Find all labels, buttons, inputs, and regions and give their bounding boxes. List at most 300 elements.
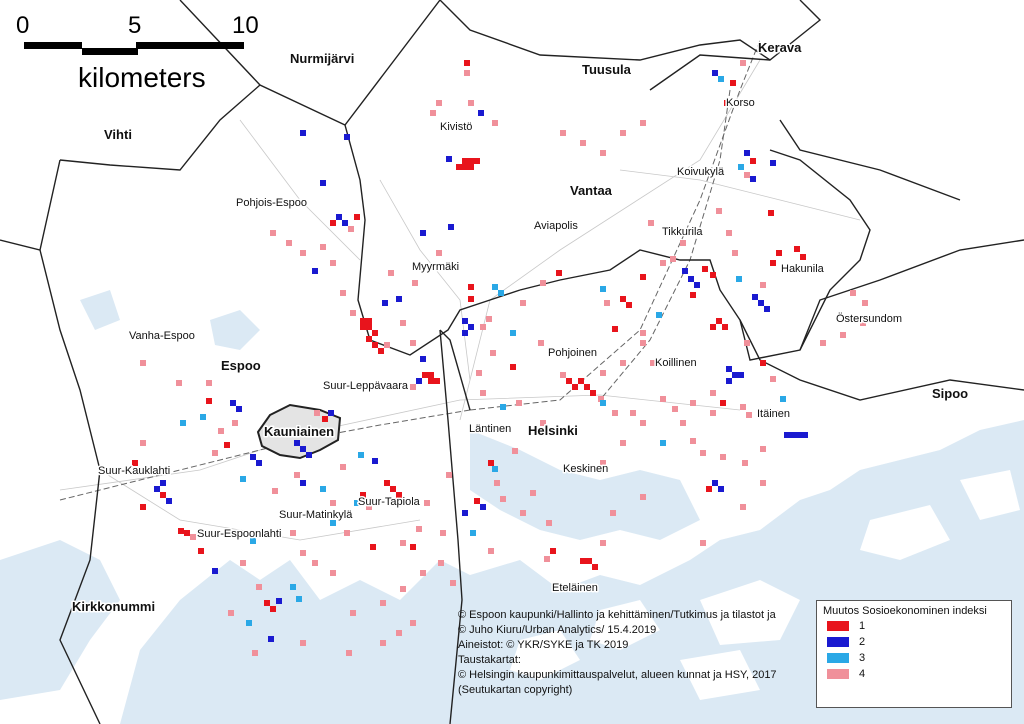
change-cell-class-1 <box>474 158 480 164</box>
change-cell-class-4 <box>546 520 552 526</box>
change-cell-class-4 <box>412 280 418 286</box>
label-pohjois-espoo: Pohjois-Espoo <box>236 197 307 209</box>
change-cell-class-1 <box>760 360 766 366</box>
change-cell-class-1 <box>468 284 474 290</box>
legend-label-2: 2 <box>859 635 866 648</box>
change-cell-class-4 <box>320 244 326 250</box>
change-cell-class-3 <box>296 596 302 602</box>
change-cell-class-3 <box>200 414 206 420</box>
change-cell-class-4 <box>176 380 182 386</box>
label-tikkurila: Tikkurila <box>662 226 703 238</box>
change-cell-class-4 <box>538 340 544 346</box>
legend-item <box>823 634 1005 649</box>
change-cell-class-1 <box>770 260 776 266</box>
change-cell-class-1 <box>464 60 470 66</box>
change-cell-class-3 <box>358 452 364 458</box>
label-myyrmaki: Myyrmäki <box>412 261 460 273</box>
change-cell-class-1 <box>366 318 372 324</box>
label-pohjoinen: Pohjoinen <box>548 347 597 359</box>
legend-label-1: 1 <box>859 619 866 632</box>
change-cell-class-4 <box>300 550 306 556</box>
change-cell-class-4 <box>190 534 196 540</box>
legend-swatch-4 <box>827 669 849 679</box>
change-cell-class-2 <box>712 480 718 486</box>
change-cell-class-2 <box>420 230 426 236</box>
change-cell-class-1 <box>722 324 728 330</box>
change-cell-class-3 <box>780 396 786 402</box>
change-cell-class-1 <box>710 324 716 330</box>
change-cell-class-1 <box>710 272 716 278</box>
change-cell-class-2 <box>462 318 468 324</box>
change-cell-class-1 <box>580 558 586 564</box>
change-cell-class-3 <box>470 530 476 536</box>
change-cell-class-1 <box>612 326 618 332</box>
change-cell-class-4 <box>410 620 416 626</box>
change-cell-class-1 <box>198 548 204 554</box>
change-cell-class-4 <box>388 270 394 276</box>
label-suur-leppavaara: Suur-Leppävaara <box>323 380 409 392</box>
change-cell-class-2 <box>344 134 350 140</box>
change-cell-class-1 <box>690 292 696 298</box>
change-cell-class-2 <box>694 282 700 288</box>
change-cell-class-1 <box>422 372 428 378</box>
change-cell-class-3 <box>656 312 662 318</box>
credit-line: (Seutukartan copyright) <box>458 684 573 696</box>
change-cell-class-4 <box>862 300 868 306</box>
change-cell-class-4 <box>300 250 306 256</box>
change-cell-class-1 <box>366 336 372 342</box>
change-cell-class-4 <box>312 560 318 566</box>
change-cell-class-2 <box>462 330 468 336</box>
change-cell-class-4 <box>540 280 546 286</box>
legend-title: Muutos Sosioekonominen indeksi <box>823 605 987 617</box>
change-cell-class-1 <box>206 398 212 404</box>
change-cell-class-3 <box>498 290 504 296</box>
label-nurmijarvi: Nurmijärvi <box>290 51 355 66</box>
change-cell-class-2 <box>382 300 388 306</box>
change-cell-class-4 <box>672 406 678 412</box>
change-cell-class-4 <box>416 526 422 532</box>
label-espoo: Espoo <box>221 358 261 373</box>
change-cell-class-1 <box>776 250 782 256</box>
change-cell-class-4 <box>700 450 706 456</box>
legend-swatch-3 <box>827 653 849 663</box>
change-cell-class-2 <box>212 568 218 574</box>
legend-label-3: 3 <box>859 651 866 664</box>
change-cell-class-4 <box>350 310 356 316</box>
change-cell-class-4 <box>710 390 716 396</box>
change-cell-class-3 <box>240 476 246 482</box>
change-cell-class-1 <box>178 528 184 534</box>
label-keskinen: Keskinen <box>563 463 609 475</box>
credit-line: © Helsingin kaupunkimittauspalvelut, alueen kunnat ja HSY, 2017 <box>458 669 777 681</box>
label-korso: Korso <box>726 97 755 109</box>
change-cell-class-2 <box>306 452 312 458</box>
change-cell-class-4 <box>516 400 522 406</box>
change-cell-class-1 <box>264 600 270 606</box>
change-cell-class-4 <box>740 504 746 510</box>
change-cell-class-4 <box>732 250 738 256</box>
change-cell-class-2 <box>712 70 718 76</box>
label-ostersundom: Östersundom <box>836 313 903 325</box>
change-cell-class-3 <box>320 486 326 492</box>
change-cell-class-1 <box>354 214 360 220</box>
change-cell-class-1 <box>428 372 434 378</box>
change-cell-class-1 <box>586 558 592 564</box>
change-cell-class-1 <box>378 348 384 354</box>
change-cell-class-4 <box>400 320 406 326</box>
change-cell-class-4 <box>716 208 722 214</box>
label-koillinen: Koillinen <box>655 357 697 369</box>
change-cell-class-1 <box>224 442 230 448</box>
change-cell-class-4 <box>640 120 646 126</box>
change-cell-class-4 <box>604 300 610 306</box>
change-cell-class-2 <box>328 410 334 416</box>
change-cell-class-4 <box>294 472 300 478</box>
change-cell-class-2 <box>446 156 452 162</box>
change-cell-class-4 <box>340 464 346 470</box>
change-cell-class-1 <box>384 480 390 486</box>
change-cell-class-4 <box>256 584 262 590</box>
legend-item <box>823 650 1005 665</box>
change-cell-class-4 <box>620 360 626 366</box>
change-cell-class-4 <box>400 540 406 546</box>
change-cell-class-4 <box>670 256 676 262</box>
change-cell-class-4 <box>380 640 386 646</box>
change-cell-class-1 <box>468 164 474 170</box>
change-cell-class-4 <box>640 420 646 426</box>
change-cell-class-2 <box>744 150 750 156</box>
change-cell-class-1 <box>578 378 584 384</box>
label-kirkkonummi: Kirkkonummi <box>72 599 156 614</box>
label-itainen: Itäinen <box>757 408 791 420</box>
change-cell-class-4 <box>660 260 666 266</box>
change-cell-class-2 <box>784 432 790 438</box>
change-cell-class-4 <box>700 540 706 546</box>
change-cell-class-1 <box>184 530 190 536</box>
change-cell-class-2 <box>420 356 426 362</box>
change-cell-class-4 <box>380 600 386 606</box>
change-cell-class-1 <box>322 416 328 422</box>
change-cell-class-1 <box>360 318 366 324</box>
change-cell-class-4 <box>384 342 390 348</box>
change-cell-class-2 <box>160 480 166 486</box>
change-cell-class-1 <box>768 210 774 216</box>
credit-line: © Juho Kiuru/Urban Analytics/ 15.4.2019 <box>458 624 657 636</box>
change-cell-class-4 <box>580 140 586 146</box>
change-cell-class-1 <box>434 378 440 384</box>
change-cell-class-2 <box>688 276 694 282</box>
change-cell-class-4 <box>348 226 354 232</box>
change-cell-class-4 <box>744 172 750 178</box>
change-cell-class-1 <box>474 498 480 504</box>
change-cell-class-4 <box>850 290 856 296</box>
change-cell-class-1 <box>468 296 474 302</box>
change-cell-class-3 <box>718 76 724 82</box>
change-cell-class-4 <box>600 540 606 546</box>
change-cell-class-1 <box>730 80 736 86</box>
change-cell-class-3 <box>290 584 296 590</box>
change-cell-class-4 <box>494 480 500 486</box>
scale-bar <box>16 12 270 93</box>
change-cell-class-4 <box>340 290 346 296</box>
change-cell-class-2 <box>752 294 758 300</box>
change-cell-class-2 <box>154 486 160 492</box>
legend-label-4: 4 <box>859 667 866 680</box>
legend-swatch-1 <box>827 621 849 631</box>
change-cell-class-4 <box>344 530 350 536</box>
change-cell-class-2 <box>294 440 300 446</box>
change-cell-class-1 <box>640 274 646 280</box>
change-cell-class-4 <box>610 510 616 516</box>
change-cell-class-4 <box>488 548 494 554</box>
change-cell-class-1 <box>462 158 468 164</box>
label-aviapolis: Aviapolis <box>534 220 578 232</box>
change-cell-class-1 <box>330 220 336 226</box>
change-cell-class-2 <box>236 406 242 412</box>
legend-item <box>823 666 1005 681</box>
change-cell-class-2 <box>230 400 236 406</box>
change-cell-class-4 <box>640 330 646 336</box>
change-cell-class-2 <box>342 220 348 226</box>
change-cell-class-1 <box>750 158 756 164</box>
change-cell-class-4 <box>464 70 470 76</box>
change-cell-class-3 <box>492 284 498 290</box>
label-helsinki: Helsinki <box>528 423 578 438</box>
change-cell-class-1 <box>720 400 726 406</box>
change-cell-class-4 <box>680 420 686 426</box>
change-cell-class-4 <box>450 580 456 586</box>
change-cell-class-1 <box>372 330 378 336</box>
change-cell-class-2 <box>256 460 262 466</box>
change-cell-class-4 <box>212 450 218 456</box>
change-cell-class-4 <box>486 316 492 322</box>
change-cell-class-4 <box>400 586 406 592</box>
change-cell-class-1 <box>706 486 712 492</box>
change-cell-class-2 <box>732 372 738 378</box>
change-cell-class-4 <box>520 510 526 516</box>
change-cell-class-4 <box>206 380 212 386</box>
label-vihti: Vihti <box>104 127 132 142</box>
scale-tick-0: 0 <box>16 12 30 39</box>
change-cell-class-4 <box>520 300 526 306</box>
change-cell-class-2 <box>320 180 326 186</box>
change-cell-class-4 <box>410 340 416 346</box>
change-cell-class-3 <box>600 400 606 406</box>
change-cell-class-1 <box>462 164 468 170</box>
change-cell-class-4 <box>420 570 426 576</box>
change-cell-class-3 <box>738 164 744 170</box>
change-cell-class-4 <box>760 480 766 486</box>
change-cell-class-4 <box>726 230 732 236</box>
change-cell-class-1 <box>626 302 632 308</box>
change-cell-class-2 <box>250 454 256 460</box>
change-cell-class-4 <box>690 438 696 444</box>
change-cell-class-4 <box>560 372 566 378</box>
change-cell-class-4 <box>232 420 238 426</box>
change-cell-class-3 <box>180 420 186 426</box>
change-cell-class-4 <box>770 376 776 382</box>
change-cell-class-4 <box>490 350 496 356</box>
change-cell-class-1 <box>550 548 556 554</box>
change-cell-class-1 <box>620 296 626 302</box>
change-cell-class-4 <box>436 100 442 106</box>
label-etelainen: Eteläinen <box>552 582 598 594</box>
change-cell-class-4 <box>430 110 436 116</box>
change-cell-class-4 <box>600 150 606 156</box>
change-cell-class-1 <box>468 158 474 164</box>
label-suur-espoonlahti: Suur-Espoonlahti <box>197 528 282 540</box>
change-cell-class-2 <box>336 214 342 220</box>
label-koivukyla: Koivukylä <box>677 166 725 178</box>
change-cell-class-4 <box>300 640 306 646</box>
change-cell-class-2 <box>300 130 306 136</box>
change-cell-class-4 <box>424 500 430 506</box>
change-cell-class-4 <box>480 324 486 330</box>
change-cell-class-4 <box>438 560 444 566</box>
change-cell-class-3 <box>492 466 498 472</box>
change-cell-class-4 <box>742 460 748 466</box>
scale-tick-10: 10 <box>232 12 259 39</box>
change-cell-class-4 <box>746 412 752 418</box>
legend <box>816 600 1012 708</box>
change-cell-class-4 <box>228 610 234 616</box>
change-cell-class-2 <box>448 224 454 230</box>
change-cell-class-4 <box>760 282 766 288</box>
change-cell-class-4 <box>476 370 482 376</box>
credit-line: © Espoon kaupunki/Hallinto ja kehittäminen/Tutkimus ja tilastot ja <box>458 609 776 621</box>
change-cell-class-4 <box>820 340 826 346</box>
change-cell-class-1 <box>160 492 166 498</box>
change-cell-class-1 <box>456 164 462 170</box>
change-cell-class-4 <box>840 332 846 338</box>
change-cell-class-4 <box>680 240 686 246</box>
change-cell-class-4 <box>290 530 296 536</box>
label-kerava: Kerava <box>758 40 802 55</box>
change-cell-class-4 <box>710 410 716 416</box>
change-cell-class-4 <box>640 494 646 500</box>
change-cell-class-2 <box>726 366 732 372</box>
change-cell-class-1 <box>360 324 366 330</box>
change-cell-class-3 <box>246 620 252 626</box>
change-cell-class-2 <box>802 432 808 438</box>
change-cell-class-1 <box>390 486 396 492</box>
change-cell-class-1 <box>488 460 494 466</box>
change-cell-class-4 <box>446 472 452 478</box>
change-cell-class-3 <box>660 440 666 446</box>
change-cell-class-4 <box>600 370 606 376</box>
change-cell-class-2 <box>480 504 486 510</box>
change-cell-class-1 <box>428 378 434 384</box>
change-cell-class-3 <box>600 286 606 292</box>
change-cell-class-2 <box>166 498 172 504</box>
change-cell-class-4 <box>140 360 146 366</box>
change-cell-class-4 <box>492 120 498 126</box>
change-cell-class-4 <box>468 100 474 106</box>
change-cell-class-4 <box>530 490 536 496</box>
label-hakunila: Hakunila <box>781 263 824 275</box>
change-cell-class-1 <box>366 324 372 330</box>
change-cell-class-3 <box>500 404 506 410</box>
change-cell-class-1 <box>702 266 708 272</box>
change-cell-class-2 <box>462 510 468 516</box>
change-cell-class-4 <box>396 630 402 636</box>
change-cell-class-2 <box>300 480 306 486</box>
scale-segment-a <box>24 42 82 49</box>
change-cell-class-4 <box>330 570 336 576</box>
change-cell-class-4 <box>440 530 446 536</box>
change-cell-class-2 <box>796 432 802 438</box>
change-cell-class-1 <box>410 544 416 550</box>
change-cell-class-4 <box>630 410 636 416</box>
change-cell-class-2 <box>276 598 282 604</box>
scale-tick-5: 5 <box>128 12 142 39</box>
change-cell-class-1 <box>372 342 378 348</box>
change-cell-class-4 <box>314 410 320 416</box>
change-cell-class-3 <box>736 276 742 282</box>
change-cell-class-4 <box>410 384 416 390</box>
label-sipoo: Sipoo <box>932 386 969 401</box>
change-cell-class-4 <box>648 220 654 226</box>
change-cell-class-2 <box>268 636 274 642</box>
change-cell-class-4 <box>660 396 666 402</box>
change-cell-class-2 <box>758 300 764 306</box>
scale-segment-b <box>82 48 138 55</box>
credits-block <box>458 608 777 698</box>
credit-line: Aineistot: © YKR/SYKE ja TK 2019 <box>458 639 629 651</box>
change-cell-class-4 <box>218 428 224 434</box>
change-cell-class-4 <box>560 130 566 136</box>
change-cell-class-2 <box>726 378 732 384</box>
change-cell-class-4 <box>346 650 352 656</box>
label-suur-kauklahti: Suur-Kauklahti <box>98 465 171 477</box>
change-cell-class-4 <box>252 650 258 656</box>
change-cell-class-4 <box>436 250 442 256</box>
change-cell-class-4 <box>544 556 550 562</box>
change-cell-class-4 <box>620 130 626 136</box>
change-cell-class-2 <box>790 432 796 438</box>
change-cell-class-4 <box>350 610 356 616</box>
change-cell-class-2 <box>718 486 724 492</box>
change-cell-class-4 <box>140 440 146 446</box>
change-cell-class-4 <box>480 390 486 396</box>
change-cell-class-4 <box>690 400 696 406</box>
change-cell-class-1 <box>716 318 722 324</box>
change-cell-class-1 <box>566 378 572 384</box>
change-cell-class-1 <box>270 606 276 612</box>
change-cell-class-2 <box>738 372 744 378</box>
change-cell-class-1 <box>592 564 598 570</box>
label-suur-matinkyla: Suur-Matinkylä <box>279 509 353 521</box>
change-cell-class-4 <box>330 500 336 506</box>
legend-swatch-2 <box>827 637 849 647</box>
change-cell-class-4 <box>240 560 246 566</box>
change-cell-class-2 <box>300 446 306 452</box>
change-cell-class-1 <box>590 390 596 396</box>
legend-item <box>823 618 1005 633</box>
change-cell-class-4 <box>744 340 750 346</box>
change-cell-class-2 <box>468 324 474 330</box>
change-cell-class-1 <box>794 246 800 252</box>
label-suur-tapiola: Suur-Tapiola <box>358 496 420 508</box>
change-cell-class-4 <box>720 454 726 460</box>
change-cell-class-4 <box>512 448 518 454</box>
change-cell-class-2 <box>764 306 770 312</box>
change-cell-class-4 <box>640 340 646 346</box>
scale-segment-c <box>136 42 244 49</box>
change-cell-class-4 <box>500 496 506 502</box>
change-cell-class-2 <box>396 296 402 302</box>
